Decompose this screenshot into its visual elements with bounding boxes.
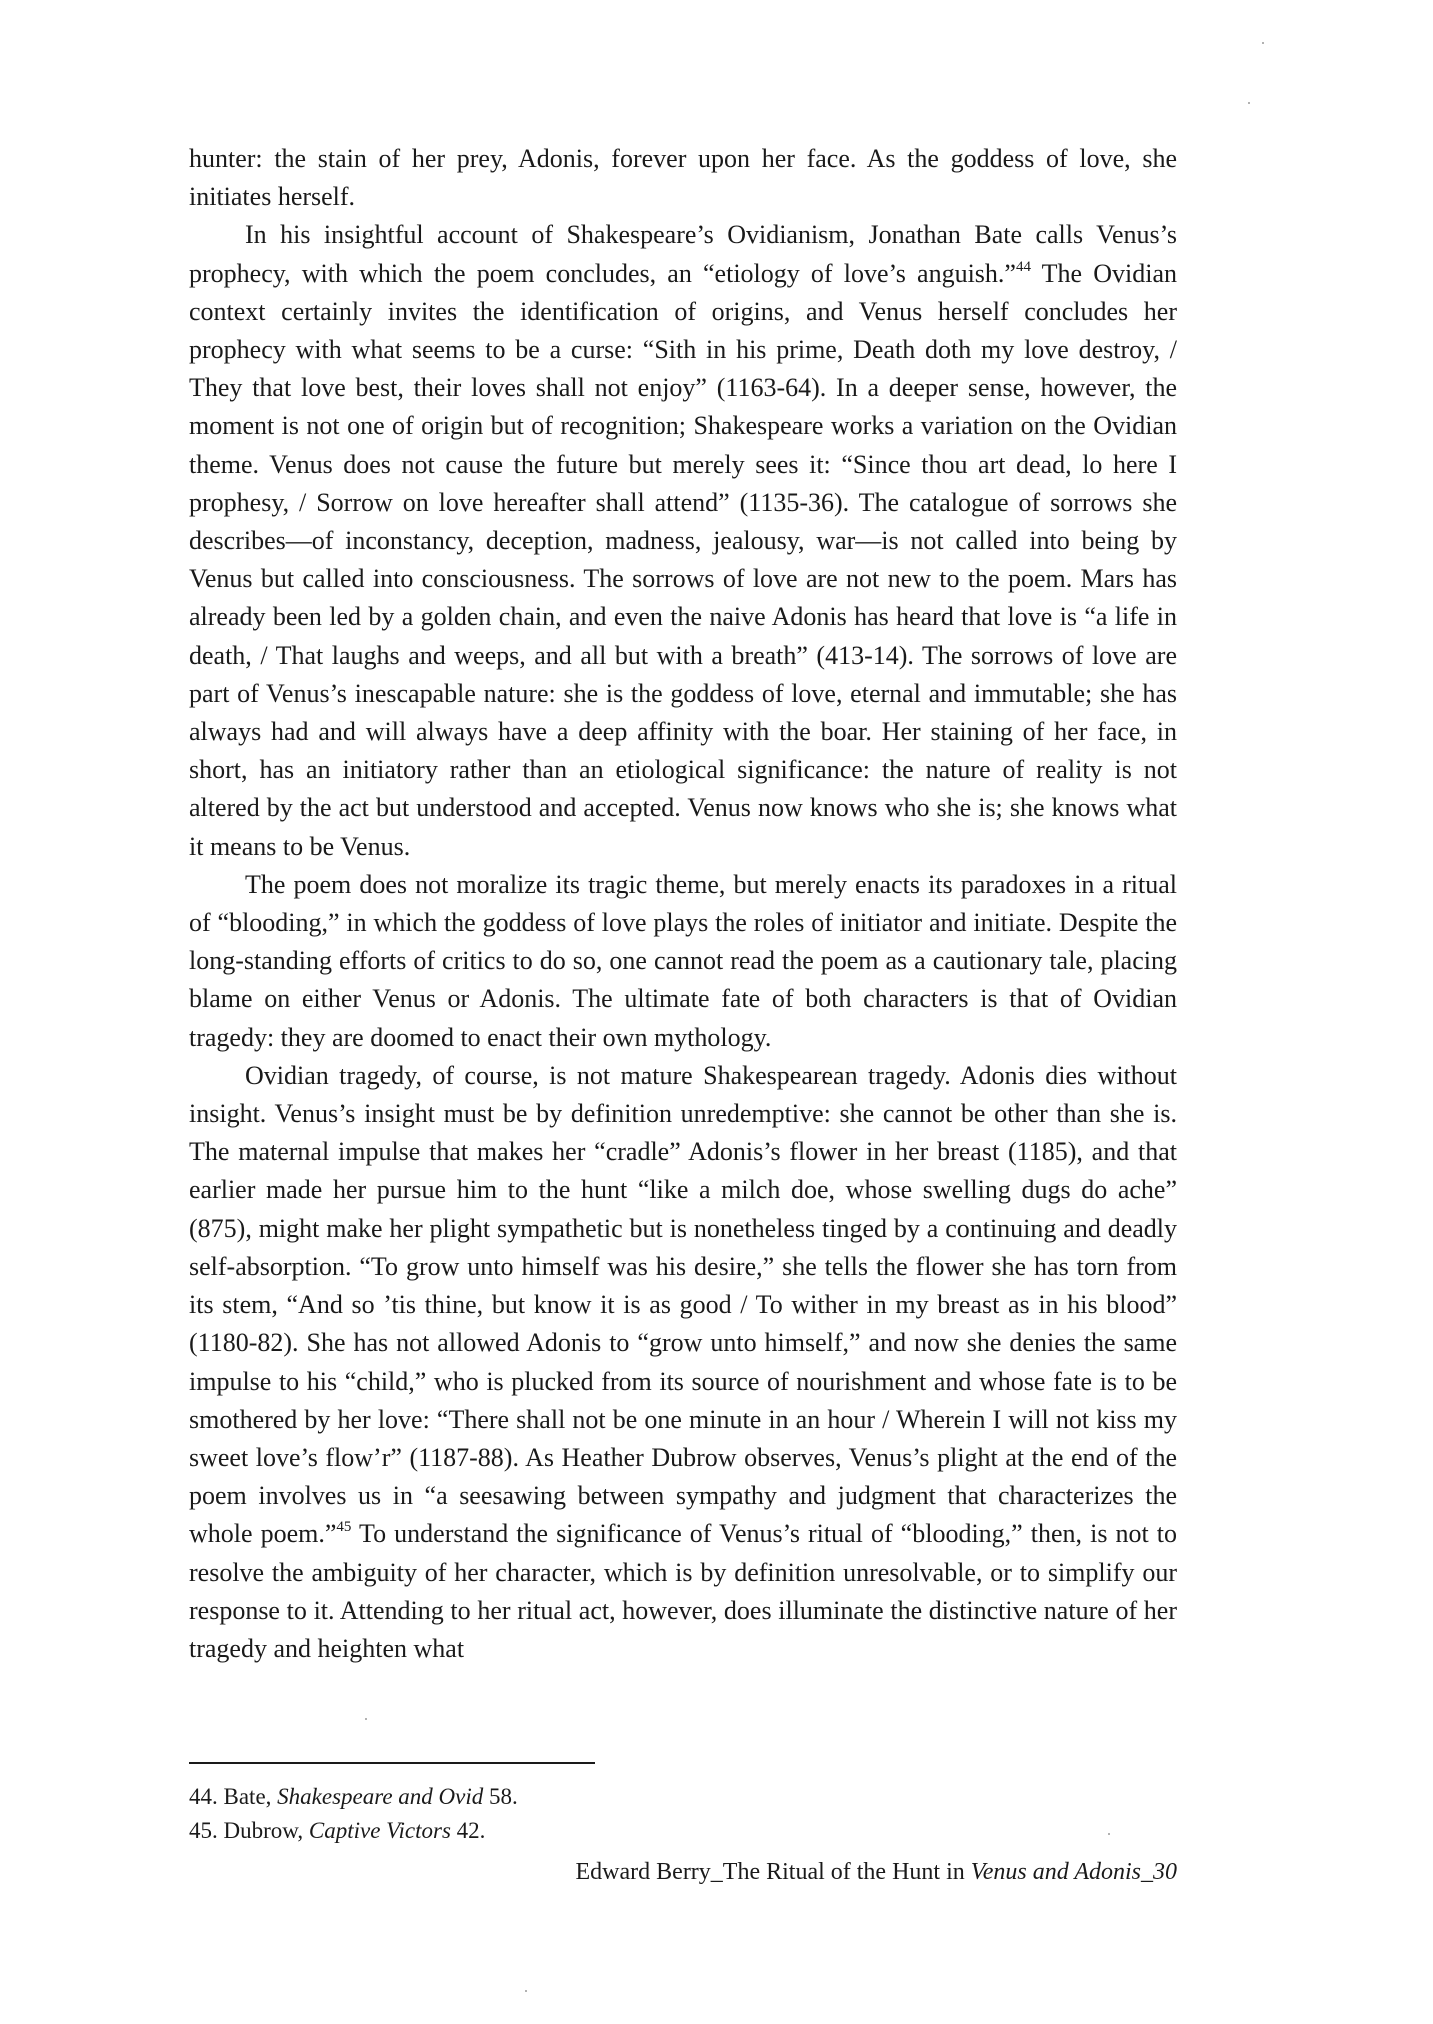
scan-speck (1108, 1833, 1110, 1835)
page-number: _30 (1141, 1859, 1177, 1885)
footnote-title: Shakespeare and Ovid (277, 1784, 484, 1809)
paragraph: Ovidian tragedy, of course, is not mature Shakespearean tragedy. Adonis dies without insight. Venus’s insight must be by definition unredemptive: she cannot be other than she is. The maternal impulse that makes her “cradle” Adonis’s flower in her breast (1185), and that earlier made her pursue him to the hunt “like a milch doe, whose swelling dugs do ache” (875), might make her plight sympathetic but is nonetheless tinged by a continuing and deadly self-absorption. “To grow unto himself was his desire,” she tells the flower she has torn from its stem, “And so ’tis thine, but know it is as good / To wither in my breast as in his blood” (1180-82). She has not allowed Adonis to “grow unto himself,” and now she denies the same impulse to his “child,” who is plucked from its source of nourishment and whose fate is to be smothered by her love: “There shall not be one minute in an hour / Wherein I will not kiss my sweet love’s flow’r” (1187-88). As Heather Dubrow observes, Venus’s plight at the end of the poem involves us in “a seesawing between sympathy and judgment that characterizes the whole poem.”$^{45}$ To understand the significance of Venus’s ritual of “blooding,” then, is not to resolve the ambiguity of her character, which is by definition unresolvable, or to simplify our response to it. Attending to her ritual act, however, does illuminate the distinctive nature of her tragedy and heighten what (189, 1060, 1178, 1663)
footnote-title: Captive Victors (308, 1818, 451, 1843)
footnote-ref[interactable]: 44 (1015, 258, 1031, 275)
paragraph: The poem does not moralize its tragic theme, but merely enacts its paradoxes in a ritual of “blooding,” in which the goddess of love plays the roles of initiator and initiate. Despite the long-standing efforts of critics to do so, one cannot read the poem as a cautionary tale, placing blame on either Venus or Adonis. The ultimate fate of both characters is that of Ovidian tragedy: they are doomed to enact their own mythology. (189, 869, 1177, 1052)
footnote: 44. Bate, Shakespeare and Ovid 58. (189, 1784, 518, 1809)
scan-speck (1248, 102, 1250, 104)
footnote: 45. Dubrow, Captive Victors 42. (189, 1818, 486, 1843)
scan-speck (525, 1990, 527, 1992)
footnotes (189, 1780, 1089, 1848)
running-footer: Edward Berry_The Ritual of the Hunt in Venus and Adonis_30 (575, 1859, 1177, 1885)
body-text (189, 140, 1177, 1668)
paragraph-continued: hunter: the stain of her prey, Adonis, forever upon her face. As the goddess of love, she initiates herself. (189, 144, 1177, 212)
footnote-divider (189, 1762, 595, 1764)
scan-speck (1262, 42, 1264, 44)
footnote-ref[interactable]: 45 (336, 1519, 352, 1536)
paragraph: In his insightful account of Shakespeare’s Ovidianism, Jonathan Bate calls Venus’s prophecy, with which the poem concludes, an “etiology of love’s anguish.”$^{44}$ The Ovidian context certainly invites the identification of origins, and Venus herself concludes her prophecy with what seems to be a curse: “Sith in his prime, Death doth my love destroy, / They that love best, their loves shall not enjoy” (1163-64). In a deeper sense, however, the moment is not one of origin but of recognition; Shakespeare works a variation on the Ovidian theme. Venus does not cause the future but merely sees it: “Since thou art dead, lo here I prophesy, / Sorrow on love hereafter shall attend” (1135-36). The catalogue of sorrows she describes—of inconstancy, deception, madness, jealousy, war—is not called into being by Venus but called into consciousness. The sorrows of love are not new to the poem. Mars has already been led by a golden chain, and even the naive Adonis has heard that love is “a life in death, / That laughs and weeps, and all but with a breath” (413-14). The sorrows of love are part of Venus’s inescapable nature: she is the goddess of love, eternal and immutable; she has always had and will always have a deep affinity with the boar. Her staining of her face, in short, has an initiatory rather than an etiological significance: the nature of reality is not altered by the act but understood and accepted. Venus now knows who she is; she knows what it means to be Venus. (189, 220, 1178, 861)
scan-speck (365, 1718, 367, 1720)
footer-title: Venus and Adonis (970, 1859, 1141, 1885)
